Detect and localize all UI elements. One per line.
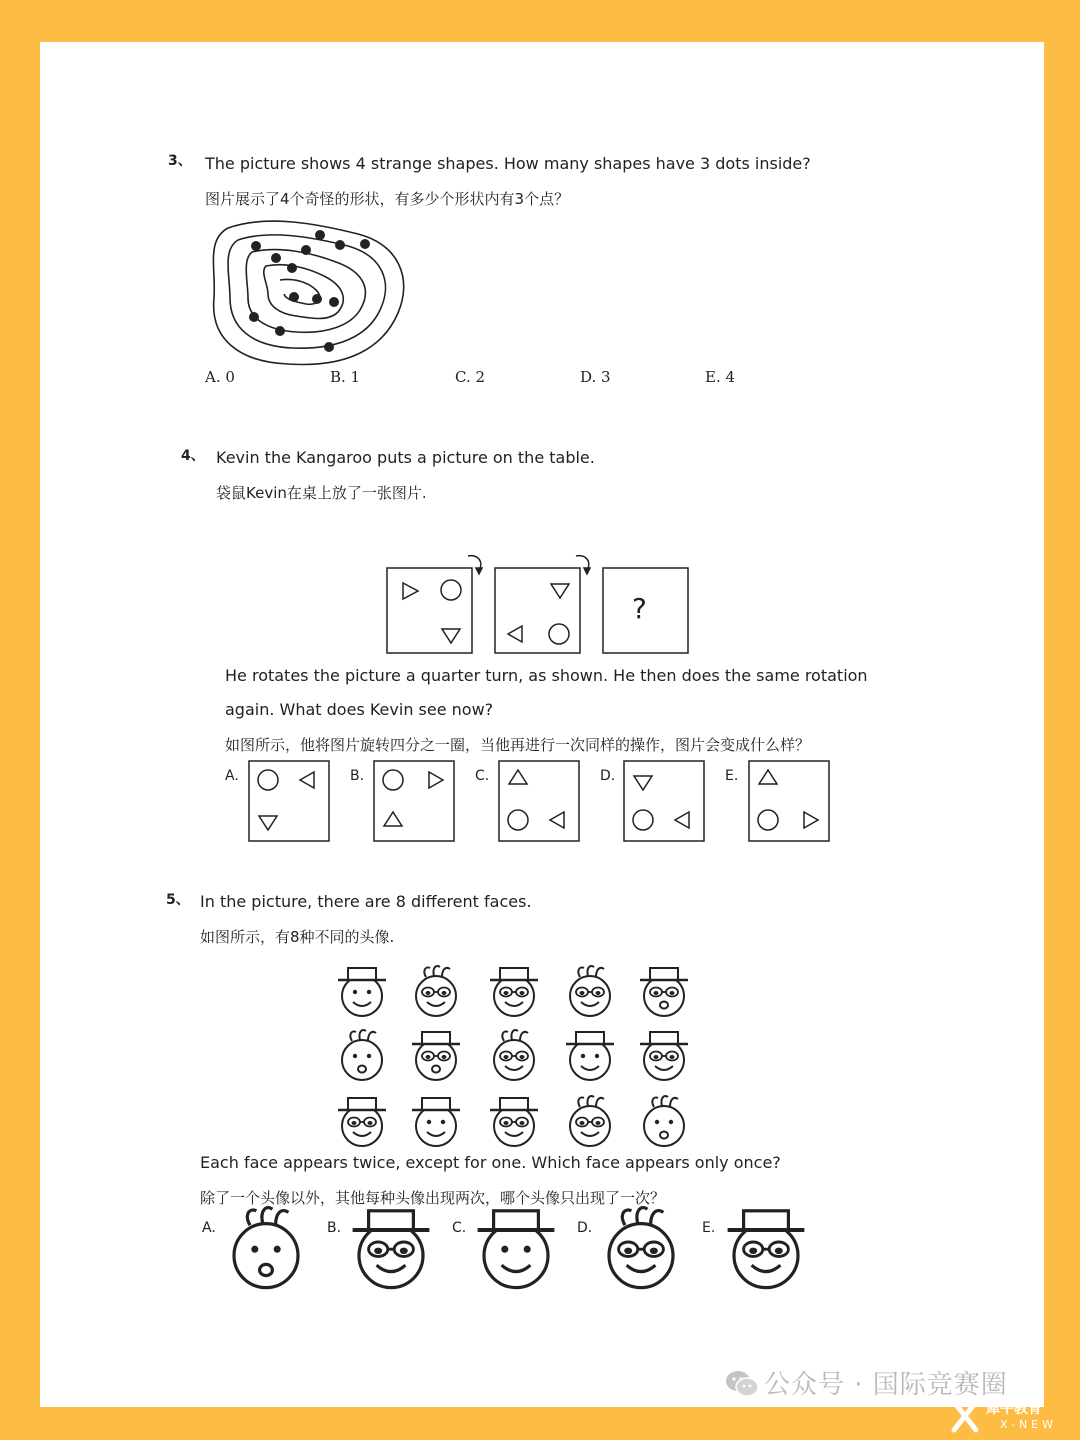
watermark-text: 公众号 · 国际竞赛圈: [764, 1370, 1008, 1400]
q4-option-e-label: E.: [725, 768, 739, 784]
logo-en: X-NEW: [1000, 1418, 1058, 1431]
q4-text-cn-2: 如图所示，他将图片旋转四分之一圈，当他再进行一次同样的操作，图片会变成什么样？: [225, 736, 811, 754]
q5-option-e-label: E.: [702, 1220, 716, 1236]
q3-option-e: E. 4: [705, 368, 736, 386]
q4-option-b-label: B.: [350, 768, 365, 784]
q3-option-d: D. 3: [580, 368, 611, 386]
q4-option-c-label: C.: [475, 768, 490, 784]
q4-text-en: Kevin the Kangaroo puts a picture on the table.: [216, 448, 595, 467]
logo-cn: 犀牛教育: [986, 1401, 1042, 1417]
q5-text-en-2: Each face appears twice, except for one. Which face appears only once?: [200, 1153, 781, 1172]
q4-option-b-figure: [373, 760, 455, 842]
q4-option-d-figure: [623, 760, 705, 842]
q5-option-b-label: B.: [327, 1220, 342, 1236]
wechat-icon: [725, 1370, 759, 1398]
q5-number: 5、: [166, 892, 190, 908]
q4-option-a-figure: [248, 760, 330, 842]
q3-maze-figure: [208, 218, 413, 368]
q3-option-a: A. 0: [205, 368, 235, 386]
q4-text-en-3: again. What does Kevin see now?: [225, 700, 494, 719]
q4-text-en-2: He rotates the picture a quarter turn, as shown. He then does the same rotation: [225, 666, 868, 685]
q4-option-e-figure: [748, 760, 830, 842]
q5-option-a-face: [224, 1214, 308, 1294]
rhino-logo-icon: [950, 1398, 980, 1434]
q3-number: 3、: [168, 153, 192, 169]
q3-option-b: B. 1: [330, 368, 361, 386]
worksheet-page: [40, 42, 1044, 1407]
q5-text-en: In the picture, there are 8 different faces.: [200, 892, 532, 911]
q5-option-b-face: [349, 1214, 433, 1294]
q5-text-cn-2: 除了一个头像以外，其他每种头像出现两次，哪个头像只出现了一次？: [200, 1189, 666, 1207]
q3-option-c: C. 2: [455, 368, 486, 386]
q4-number: 4、: [181, 448, 205, 464]
q5-option-a-label: A.: [202, 1220, 216, 1236]
q5-option-d-label: D.: [577, 1220, 593, 1236]
q4-option-a-label: A.: [225, 768, 239, 784]
q5-option-e-face: [724, 1214, 808, 1294]
q5-faces-grid: [330, 958, 710, 1148]
q5-text-cn: 如图所示，有8种不同的头像.: [200, 928, 395, 946]
q5-option-d-face: [599, 1214, 683, 1294]
q4-text-cn: 袋鼠Kevin在桌上放了一张图片.: [216, 484, 427, 502]
q5-option-c-label: C.: [452, 1220, 467, 1236]
q4-rotation-sequence: [386, 552, 696, 657]
q5-option-c-face: [474, 1214, 558, 1294]
q4-option-d-label: D.: [600, 768, 616, 784]
q3-text-en: The picture shows 4 strange shapes. How many shapes have 3 dots inside?: [205, 154, 811, 173]
q4-question-mark: ?: [632, 592, 647, 625]
q4-option-c-figure: [498, 760, 580, 842]
q3-text-cn: 图片展示了4个奇怪的形状，有多少个形状内有3个点？: [205, 190, 570, 208]
